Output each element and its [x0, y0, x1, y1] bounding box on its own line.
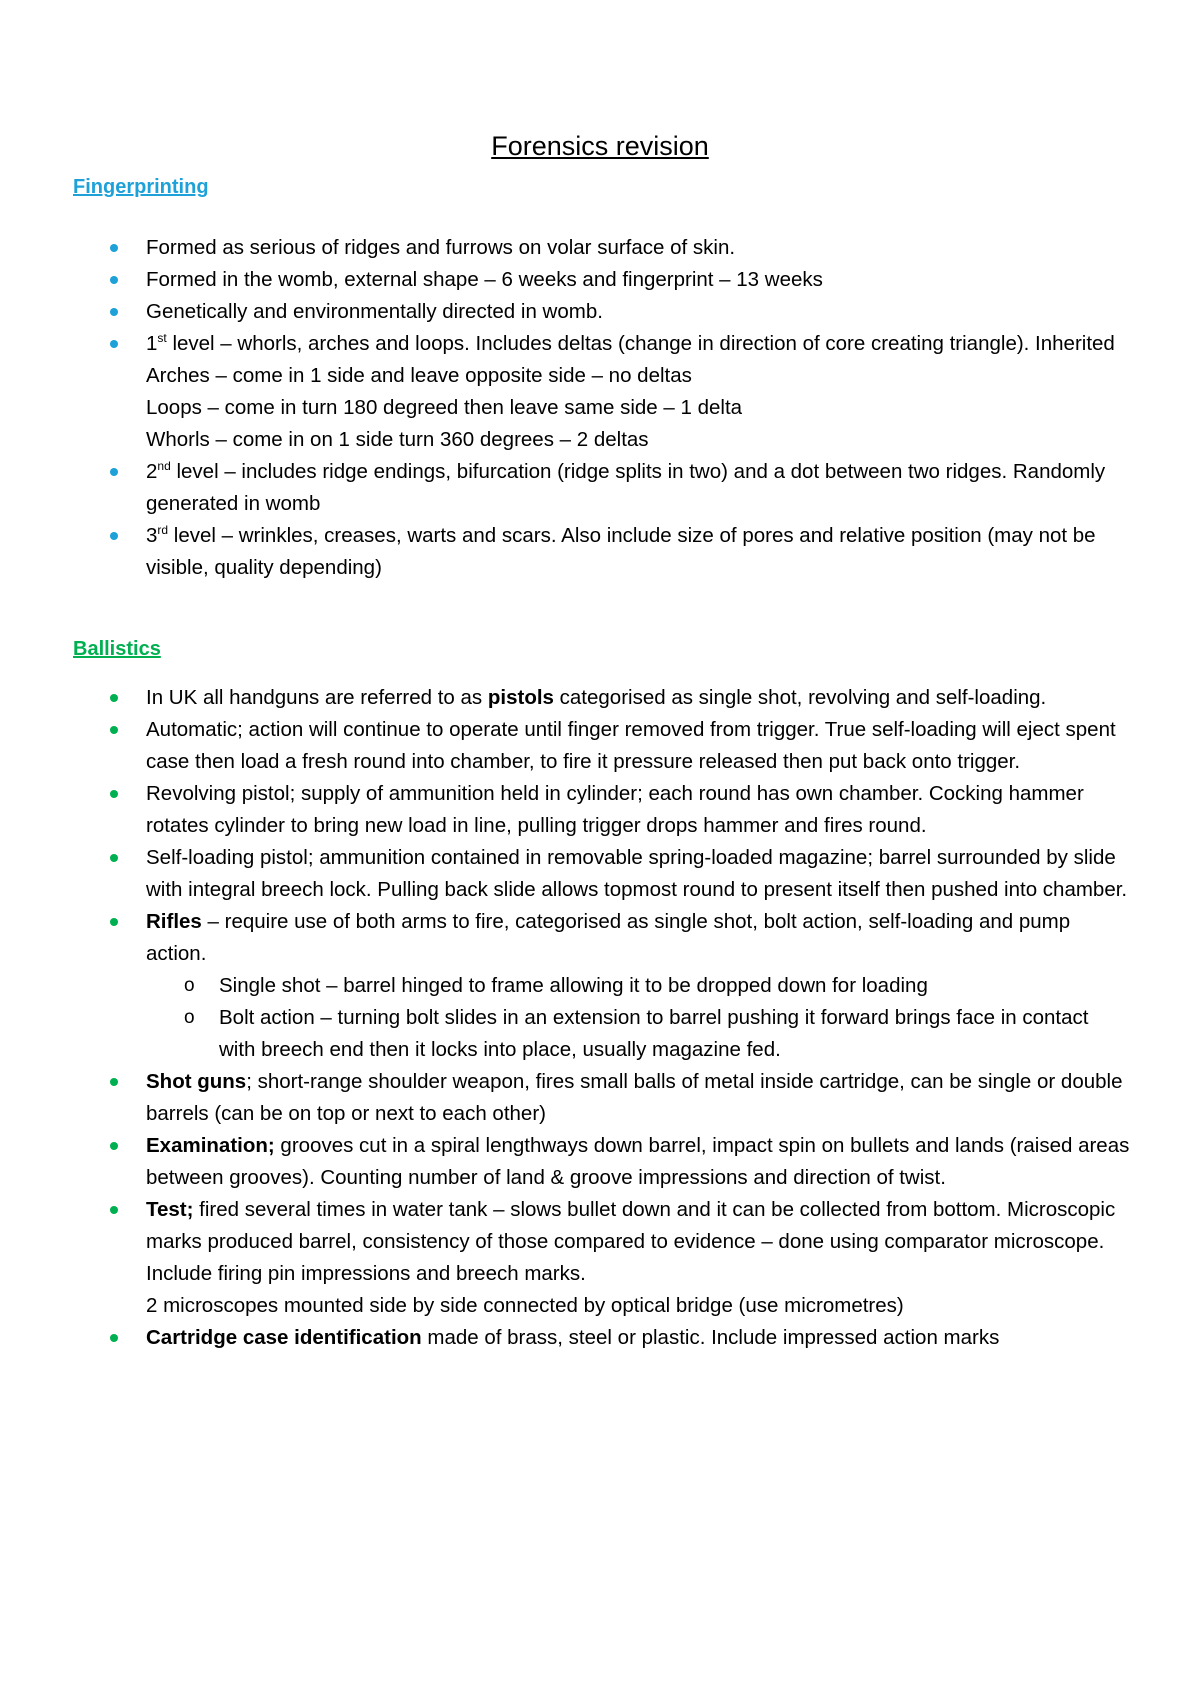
bullet-icon — [110, 918, 118, 926]
bullet-icon — [110, 308, 118, 316]
arches-line: Arches – come in 1 side and leave opposite side – no deltas — [146, 364, 692, 387]
bullet-icon — [110, 468, 118, 476]
heading-fingerprinting: Fingerprinting — [73, 176, 209, 198]
list-item: Self-loading pistol; ammunition contained in removable spring-loaded magazine; barrel surrounded by slide with integral breech lock. Pulling back slide allows topmost round to present itself then pushed into chamber. — [0, 842, 1200, 906]
bullet-icon — [110, 726, 118, 734]
list-item: Formed in the womb, external shape – 6 weeks and fingerprint – 13 weeks — [0, 264, 1200, 296]
list-item: Formed as serious of ridges and furrows on volar surface of skin. — [0, 232, 1200, 264]
document-title: Forensics revision — [491, 131, 709, 161]
bullet-icon — [110, 854, 118, 862]
sub-item-bolt-action: o Bolt action – turning bolt slides in an extension to barrel pushing it forward brings face in contact with breech end then it locks into place, usually magazine fed. — [146, 1002, 1130, 1066]
bullet-icon — [110, 1142, 118, 1150]
microscopes-line: 2 microscopes mounted side by side connected by optical bridge (use micrometres) — [146, 1294, 904, 1317]
bullet-icon — [110, 1334, 118, 1342]
circle-bullet-icon: o — [184, 975, 195, 996]
bullet-icon — [110, 694, 118, 702]
heading-ballistics: Ballistics — [73, 638, 161, 660]
sub-item-single-shot: o Single shot – barrel hinged to frame allowing it to be dropped down for loading — [146, 970, 1130, 1002]
bullet-icon — [110, 244, 118, 252]
bullet-icon — [110, 1206, 118, 1214]
list-item-third-level: 3rd level – wrinkles, creases, warts and scars. Also include size of pores and relative position (may not be visible, quality depending) — [0, 520, 1200, 584]
list-item: Cartridge case identification made of brass, steel or plastic. Include impressed action marks — [0, 1322, 1200, 1354]
list-item-first-level: 1st level – whorls, arches and loops. Includes deltas (change in direction of core creating triangle). Inherited Arches – come in 1 side and leave opposite side – no deltas Loops – come in turn 180 degreed then leave same side – 1 delta Whorls – come in on 1 side turn 360 degrees – 2 deltas — [0, 328, 1200, 456]
list-item: In UK all handguns are referred to as pistols categorised as single shot, revolving and self-loading. — [0, 682, 1200, 714]
bullet-icon — [110, 790, 118, 798]
circle-bullet-icon: o — [184, 1007, 195, 1028]
list-item: Automatic; action will continue to operate until finger removed from trigger. True self-loading will eject spent case then load a fresh round into chamber, to fire it pressure released then put back onto trigger. — [0, 714, 1200, 778]
loops-line: Loops – come in turn 180 degreed then leave same side – 1 delta — [146, 396, 743, 419]
bullet-icon — [110, 276, 118, 284]
list-item: Test; fired several times in water tank – slows bullet down and it can be collected from bottom. Microscopic marks produced barrel, consistency of those compared to evidence – done using comparator microscope. Include firing pin impressions and breech marks. 2 microscopes mounted side by side connected by optical bridge (use micrometres) — [0, 1194, 1200, 1322]
ballistics-list — [0, 682, 1200, 1354]
list-item: Genetically and environmentally directed in womb. — [0, 296, 1200, 328]
bullet-icon — [110, 532, 118, 540]
list-item: Examination; grooves cut in a spiral lengthways down barrel, impact spin on bullets and lands (raised areas between grooves). Counting number of land & groove impressions and direction of twist. — [0, 1130, 1200, 1194]
list-item-second-level: 2nd level – includes ridge endings, bifurcation (ridge splits in two) and a dot between two ridges. Randomly generated in womb — [0, 456, 1200, 520]
fingerprinting-list — [0, 232, 1200, 584]
whorls-line: Whorls – come in on 1 side turn 360 degrees – 2 deltas — [146, 428, 649, 451]
bullet-icon — [110, 1078, 118, 1086]
list-item: Revolving pistol; supply of ammunition held in cylinder; each round has own chamber. Cocking hammer rotates cylinder to bring new load in line, pulling trigger drops hammer and fires round. — [0, 778, 1200, 842]
list-item-rifles: Rifles – require use of both arms to fire, categorised as single shot, bolt action, self-loading and pump action. o Single shot – barrel hinged to frame allowing it to be dropped down for loading o Bolt action – turning bolt slides in an extension to barrel pushing it forward brings face in contact with breech end then it locks into place, usually magazine fed. — [0, 906, 1200, 1066]
list-item: Shot guns; short-range shoulder weapon, fires small balls of metal inside cartridge, can be single or double barrels (can be on top or next to each other) — [0, 1066, 1200, 1130]
bullet-icon — [110, 340, 118, 348]
